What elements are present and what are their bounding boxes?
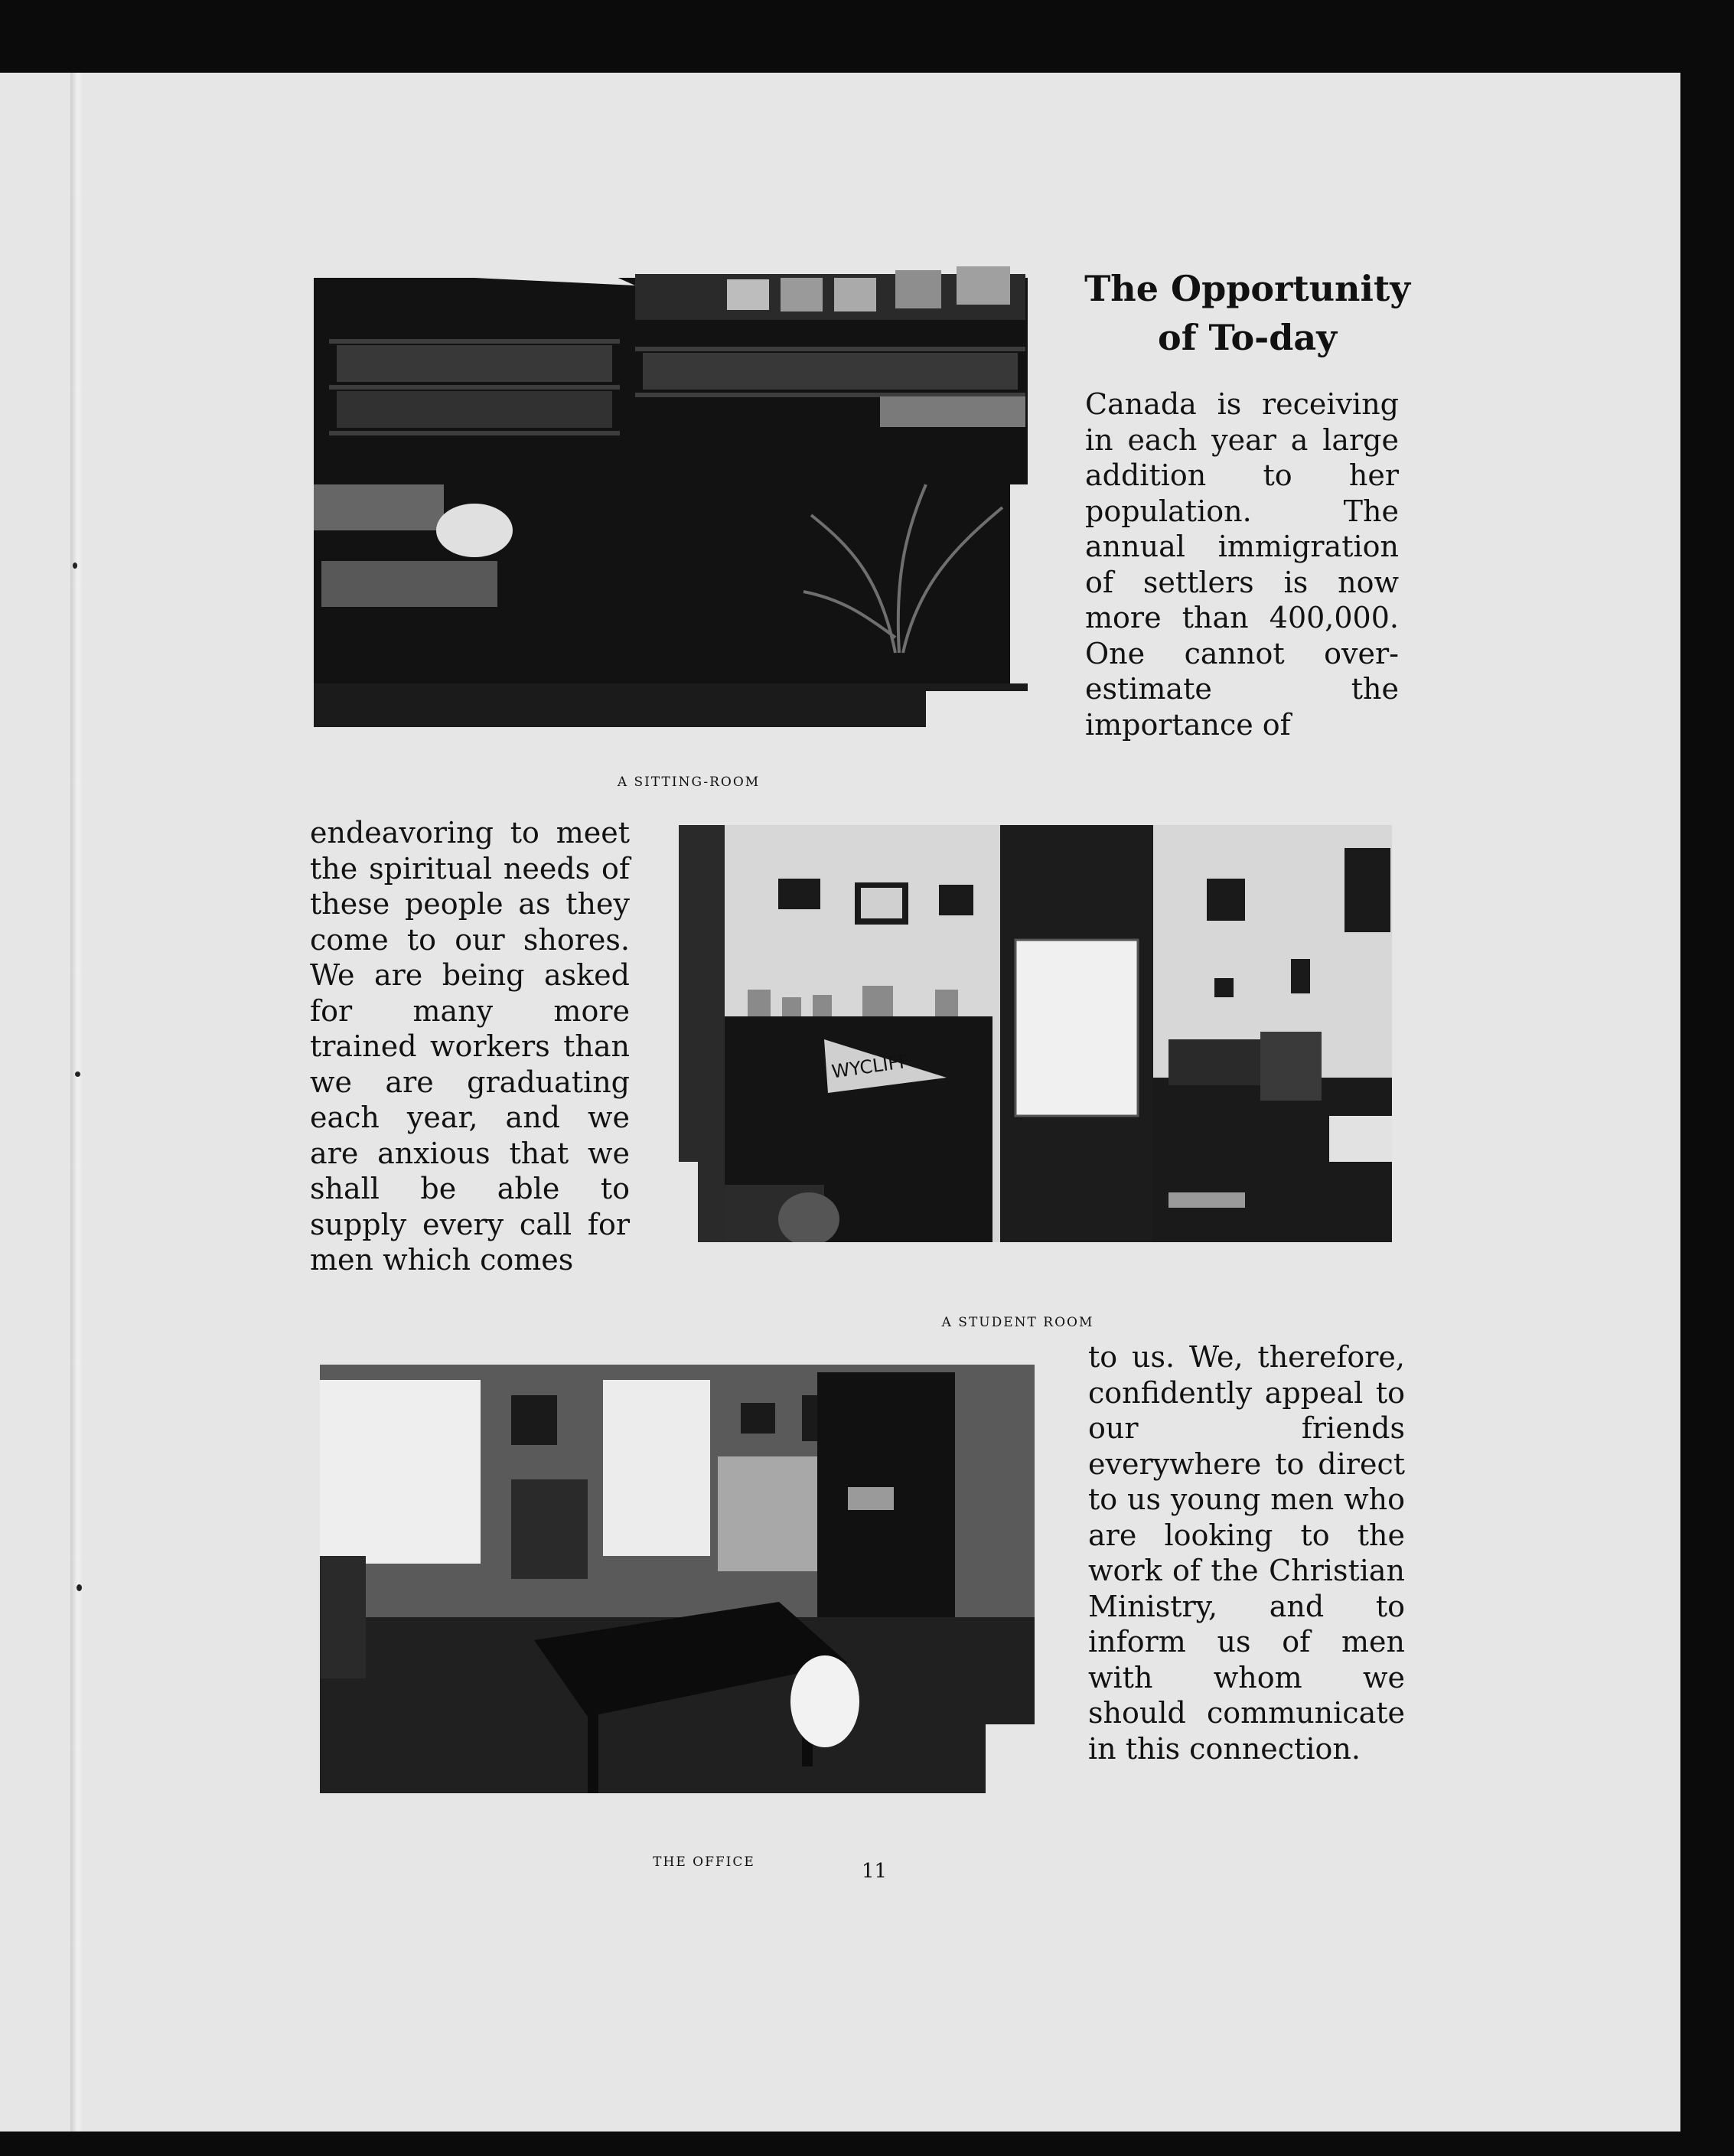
body-text-part2: endeavoring to meet the spiritual needs of these people as they come to our shores. We are being asked for many more trained workers than we are graduating each year, and we are anxious that we shall be able to supply every call for men which comes xyxy=(310,816,630,1277)
photo-student-room xyxy=(679,825,1392,1270)
body-text-part3: to us. We, therefore, confidently appeal to our friends everywhere to direct to us young men who are looking to the work of the Christian Ministry, and to inform us of men with whom we should communicate in this connection. xyxy=(1088,1340,1405,1766)
page-number: 11 xyxy=(862,1860,888,1883)
scan-speck xyxy=(73,563,77,569)
scan-speck xyxy=(77,1584,82,1591)
page-fold xyxy=(70,73,83,2132)
caption-office: THE OFFICE xyxy=(653,1854,755,1870)
caption-sitting-room: A SITTING-ROOM xyxy=(617,775,761,790)
article-title-line2: of To-day xyxy=(1158,317,1337,358)
pennant-text: WYCLIFF xyxy=(830,1050,911,1083)
photo-sitting-room xyxy=(314,255,1028,727)
article-title xyxy=(1071,264,1423,362)
photo-office xyxy=(320,1365,1035,1837)
article-title-line1: The Opportunity xyxy=(1084,268,1410,309)
caption-student-room: A STUDENT ROOM xyxy=(941,1315,1094,1330)
body-text-part1: Canada is receiving in each year a large addition to her population. The annual immigration of settlers is now more than 400,000. One cannot over-estimate the importance of xyxy=(1085,387,1399,742)
scan-speck xyxy=(75,1071,80,1077)
